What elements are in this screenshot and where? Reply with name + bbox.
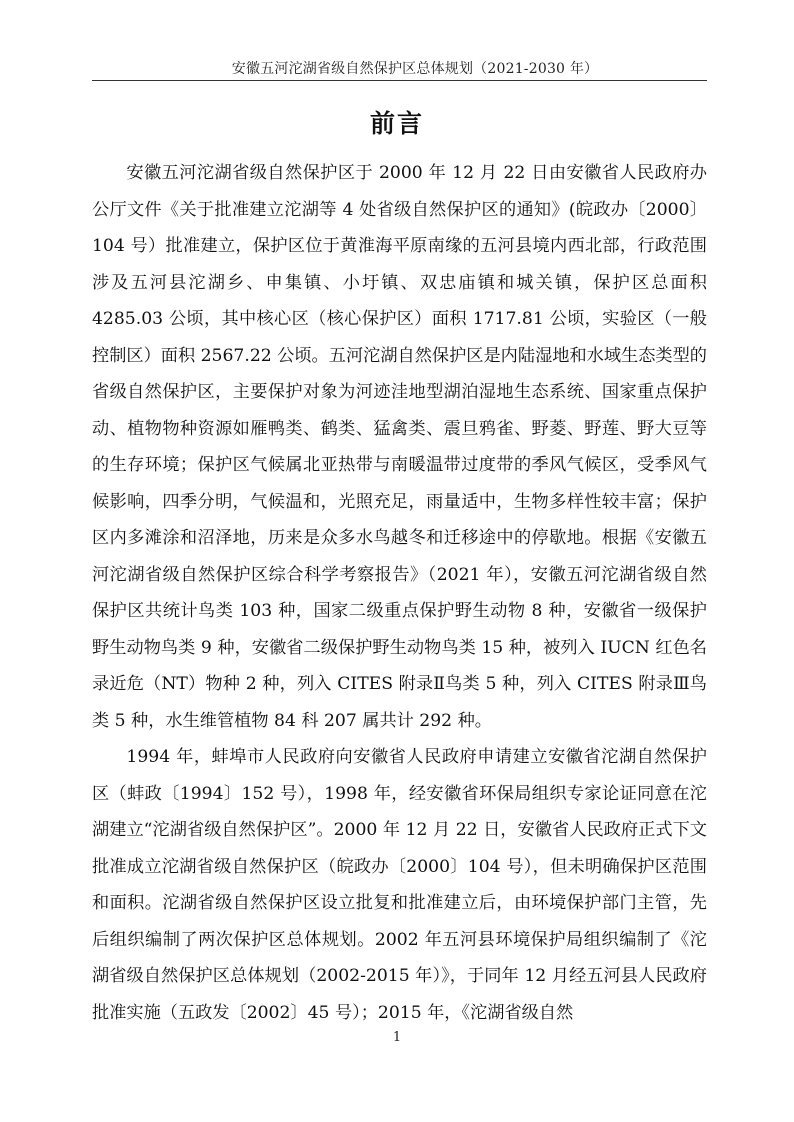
paragraph-2: 1994 年，蚌埠市人民政府向安徽省人民政府申请建立安徽省沱湖自然保护区（蚌政〔1994〕152 号），1998 年，经安徽省环保局组织专家论证同意在沱湖建立“沱湖省级自然保护区”。2000 年 12 月 22 日，安徽省人民政府正式下文批准成立沱湖省级自然保护区（皖政办〔2000〕104 号），但未明确保护区范围和面积。沱湖省级自然保护区设立批复和批准建立后，由环境保护部门主管，先后组织编制了两次保护区总体规划。2002 年五河县环境保护局组织编制了《沱湖省级自然保护区总体规划（2002-2015 年）》，于同年 12 月经五河县人民政府批准实施（五政发〔2002〕45 号）；2015 年，《沱湖省级自然	[92, 747, 707, 1023]
header-rule	[92, 80, 707, 81]
paragraph-1: 安徽五河沱湖省级自然保护区于 2000 年 12 月 22 日由安徽省人民政府办公厅文件《关于批准建立沱湖等 4 处省级自然保护区的通知》(皖政办〔2000〕104 号）批准建立，保护区位于黄淮海平原南缘的五河县境内西北部，行政范围涉及五河县沱湖乡、申集镇、小圩镇、双忠庙镇和城关镇，保护区总面积 4285.03 公顷，其中核心区（核心保护区）面积 1717.81 公顷，实验区（一般控制区）面积 2567.22 公顷。五河沱湖自然保护区是内陆湿地和水域生态类型的省级自然保护区，主要保护对象为河迹洼地型湖泊湿地生态系统、国家重点保护动、植物物种资源如雁鸭类、鹤类、猛禽类、震旦鸦雀、野菱、野莲、野大豆等的生存环境；保护区气候属北亚热带与南暖温带过度带的季风气候区，受季风气候影响，四季分明，气候温和，光照充足，雨量适中，生物多样性较丰富；保护区内多滩涂和沼泽地，历来是众多水鸟越冬和迁移途中的停歇地。根据《安徽五河沱湖省级自然保护区综合科学考察报告》（2021 年），安徽五河沱湖省级自然保护区共统计鸟类 103 种，国家二级重点保护野生动物 8 种，安徽省一级保护野生动物鸟类 9 种，安徽省二级保护野生动物鸟类 15 种，被列入 IUCN 红色名录近危（NT）物种 2 种，列入 CITES 附录Ⅱ鸟类 5 种，列入 CITES 附录Ⅲ鸟类 5 种，水生维管植物 84 科 207 属共计 292 种。	[92, 163, 707, 731]
running-header: 安徽五河沱湖省级自然保护区总体规划（2021-2030 年）	[231, 61, 599, 77]
page-title: 前言	[369, 109, 424, 138]
page-number: 1	[392, 1030, 402, 1045]
body-text	[92, 155, 707, 1031]
